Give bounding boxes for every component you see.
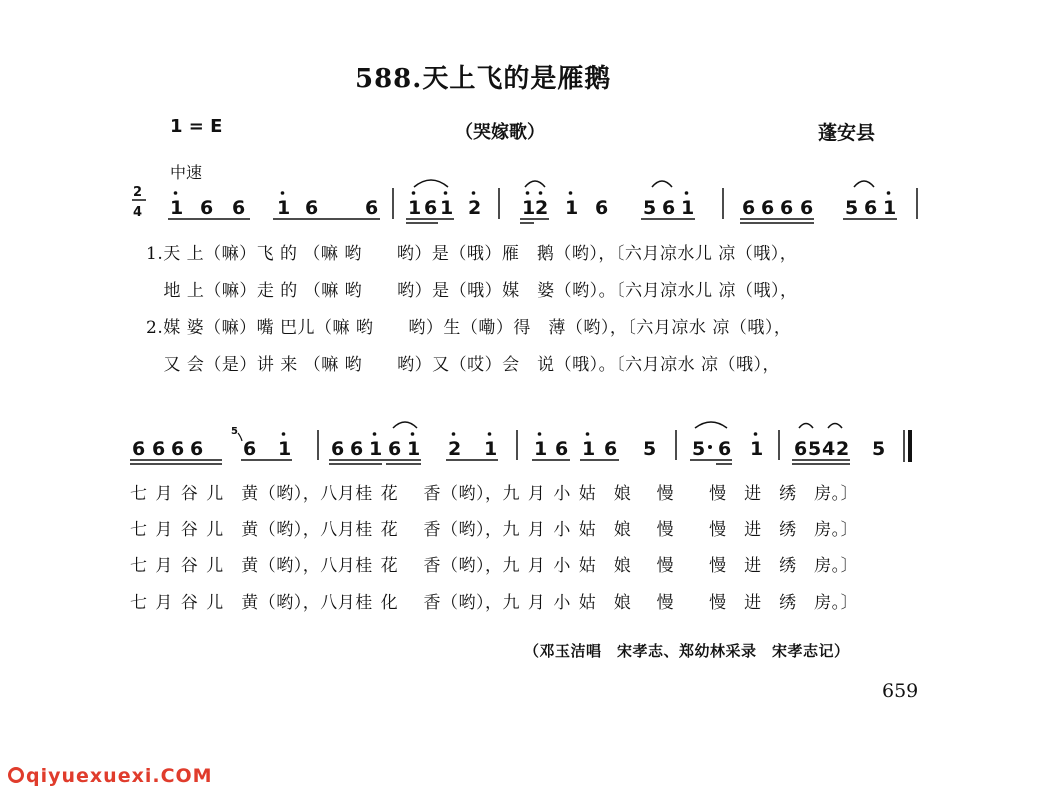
svg-text:6: 6: [388, 438, 402, 460]
svg-text:6: 6: [171, 438, 185, 460]
svg-text:1: 1: [440, 197, 454, 219]
svg-text:6: 6: [794, 438, 808, 460]
lyric-line: 又 会（是）讲 来 （嘛 哟 哟）又（哎）会 说（哦）。〔六月凉水 凉（哦），: [146, 355, 781, 375]
svg-text:6: 6: [800, 197, 814, 219]
lyric-line: 地 上（嘛）走 的 （嘛 哟 哟）是（哦）媒 婆（哟）。〔六月凉水儿 凉（哦），: [146, 281, 798, 301]
watermark-text: qiyuexuexi.COM: [26, 765, 213, 787]
lyric-line: 1.天 上（嘛）飞 的 （嘛 哟 哟）是（哦）雁 鹅（哟），〔六月凉水儿 凉（哦），: [146, 244, 798, 264]
svg-text:6: 6: [780, 197, 794, 219]
svg-text:1: 1: [582, 438, 596, 460]
watermark-logo-icon: [8, 767, 24, 783]
svg-text:6: 6: [132, 438, 146, 460]
notation-line-2: [130, 422, 910, 464]
song-genre: （哭嫁歌）: [455, 122, 545, 143]
site-watermark: [8, 765, 213, 787]
svg-text:6: 6: [555, 438, 569, 460]
svg-text:6: 6: [595, 197, 609, 219]
page-number: 659: [882, 680, 919, 702]
svg-text:5: 5: [231, 426, 238, 437]
svg-text:1: 1: [278, 438, 292, 460]
tempo-marking: 中速: [170, 163, 203, 182]
svg-text:6: 6: [232, 197, 246, 219]
notation-line-1: [168, 180, 917, 223]
svg-text:2: 2: [535, 197, 549, 219]
svg-text:6: 6: [604, 438, 618, 460]
svg-text:6: 6: [152, 438, 166, 460]
key-signature: 1 = E: [170, 116, 223, 137]
svg-text:1: 1: [522, 197, 536, 219]
svg-text:6: 6: [864, 197, 878, 219]
svg-text:6: 6: [742, 197, 756, 219]
svg-text:1: 1: [484, 438, 498, 460]
svg-text:5: 5: [692, 438, 706, 460]
svg-text:2: 2: [468, 197, 482, 219]
svg-text:6: 6: [365, 197, 379, 219]
svg-text:6: 6: [243, 438, 257, 460]
svg-text:1: 1: [883, 197, 897, 219]
svg-text:6: 6: [305, 197, 319, 219]
svg-text:5: 5: [872, 438, 886, 460]
time-signature-bottom: 4: [133, 205, 143, 220]
time-signature: [132, 185, 146, 220]
svg-text:6: 6: [662, 197, 676, 219]
song-title: 588.天上飞的是雁鹅: [355, 64, 612, 94]
song-origin-county: 蓬安县: [818, 122, 876, 144]
svg-text:5: 5: [643, 438, 657, 460]
svg-text:1: 1: [170, 197, 184, 219]
svg-text:1: 1: [369, 438, 383, 460]
svg-text:6: 6: [718, 438, 732, 460]
svg-text:6: 6: [350, 438, 364, 460]
svg-text:1: 1: [408, 197, 422, 219]
svg-text:1: 1: [681, 197, 695, 219]
svg-text:4: 4: [822, 438, 836, 460]
time-signature-top: 2: [133, 185, 143, 200]
svg-text:6: 6: [200, 197, 214, 219]
svg-text:6: 6: [331, 438, 345, 460]
svg-text:2: 2: [448, 438, 462, 460]
svg-text:6: 6: [424, 197, 438, 219]
svg-text:6: 6: [190, 438, 204, 460]
lyric-line: 七 月 谷 儿 黄（哟），八月桂 花 香（哟），九 月 小 姑 娘 慢 慢 进 绣 房。〕: [130, 556, 859, 576]
svg-text:1: 1: [534, 438, 548, 460]
svg-text:6: 6: [761, 197, 775, 219]
lyric-line: 2.媒 婆（嘛）嘴 巴儿（嘛 哟 哟）生（嘞）得 薄（哟），〔六月凉水 凉（哦），: [146, 318, 792, 338]
svg-text:1: 1: [407, 438, 421, 460]
collector-credits: （邓玉洁唱 宋孝志、郑幼林采录 宋孝志记）: [524, 642, 850, 660]
svg-text:5: 5: [808, 438, 822, 460]
svg-text:5: 5: [845, 197, 859, 219]
lyric-line: 七 月 谷 儿 黄（哟），八月桂 花 香（哟），九 月 小 姑 娘 慢 慢 进 绣 房。〕: [130, 520, 859, 540]
svg-text:1: 1: [565, 197, 579, 219]
svg-text:2: 2: [836, 438, 850, 460]
svg-text:1: 1: [277, 197, 291, 219]
svg-text:1: 1: [750, 438, 764, 460]
svg-text:5: 5: [643, 197, 657, 219]
lyric-line: 七 月 谷 儿 黄（哟），八月桂 花 香（哟），九 月 小 姑 娘 慢 慢 进 绣 房。〕: [130, 484, 859, 504]
lyric-line: 七 月 谷 儿 黄（哟），八月桂 化 香（哟），九 月 小 姑 娘 慢 慢 进 绣 房。〕: [130, 593, 859, 613]
